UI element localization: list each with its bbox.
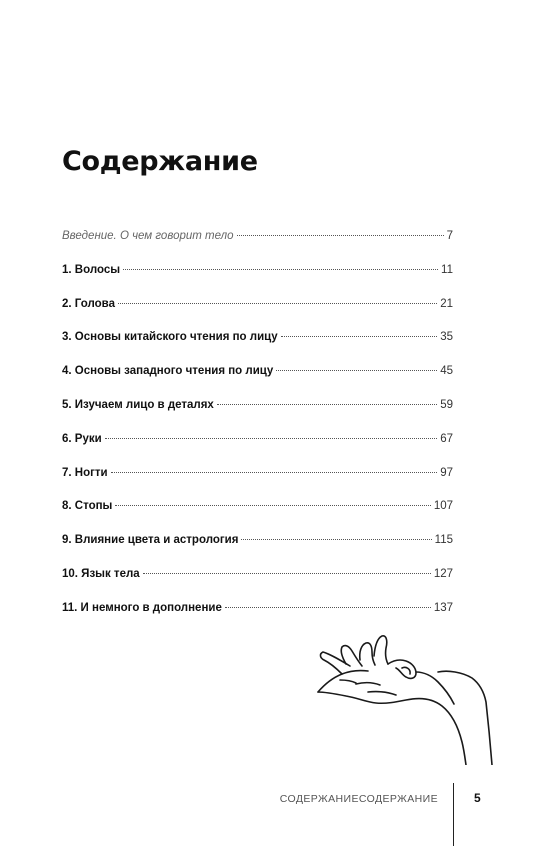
toc-entry-label: 5. Изучаем лицо в деталях [62, 398, 214, 411]
dot-leader [111, 472, 438, 473]
toc-entry-intro[interactable] [62, 229, 453, 263]
toc-entry-chapter-10[interactable] [62, 567, 453, 601]
toc-entry-page: 21 [440, 297, 453, 310]
toc-entry-page: 107 [433, 500, 453, 513]
page-title: Содержание [62, 146, 258, 177]
dot-leader [241, 539, 431, 540]
toc-entry-label: 7. Ногти [62, 466, 108, 479]
toc-entry-chapter-2[interactable] [62, 297, 453, 331]
toc-entry-chapter-8[interactable] [62, 499, 453, 533]
toc-entry-page: 137 [433, 601, 453, 614]
toc-entry-page: 35 [440, 331, 453, 344]
toc-entry-label: 6. Руки [62, 432, 102, 445]
table-of-contents [62, 229, 453, 635]
toc-entry-page: 127 [433, 567, 453, 580]
toc-entry-chapter-5[interactable] [62, 398, 453, 432]
dot-leader [143, 573, 431, 574]
toc-entry-chapter-3[interactable] [62, 330, 453, 364]
toc-entry-page: 11 [441, 263, 453, 276]
dot-leader [115, 505, 430, 506]
open-palm-hand-icon [312, 630, 502, 765]
toc-entry-chapter-9[interactable] [62, 533, 453, 567]
dot-leader [237, 235, 444, 236]
toc-entry-chapter-6[interactable] [62, 432, 453, 466]
toc-entry-label: 2. Голова [62, 297, 115, 310]
toc-entry-page: 67 [440, 432, 453, 445]
toc-entry-page: 7 [446, 230, 453, 242]
toc-entry-label: 1. Волосы [62, 263, 121, 276]
toc-entry-label: 8. Стопы [62, 500, 113, 513]
toc-entry-label: 4. Основы западного чтения по лицу [62, 365, 274, 378]
toc-entry-label: 3. Основы китайского чтения по лицу [62, 331, 278, 344]
dot-leader [217, 404, 437, 405]
footer-divider [453, 783, 454, 846]
toc-entry-label: 10. Язык тела [62, 567, 140, 580]
toc-entry-label: 11. И немного в дополнение [62, 601, 222, 614]
toc-entry-page: 115 [434, 534, 453, 547]
dot-leader [225, 607, 431, 608]
toc-entry-chapter-7[interactable] [62, 466, 453, 500]
toc-entry-label: Введение. О чем говорит тело [62, 230, 234, 242]
toc-entry-chapter-4[interactable] [62, 364, 453, 398]
dot-leader [281, 336, 438, 337]
running-head: СОДЕРЖАНИЕСОДЕРЖАНИЕ [279, 793, 438, 805]
toc-entry-page: 45 [440, 365, 453, 378]
toc-entry-chapter-1[interactable] [62, 263, 453, 297]
toc-entry-page: 59 [440, 398, 453, 411]
dot-leader [105, 438, 438, 439]
page-number: 5 [474, 791, 481, 805]
toc-entry-label: 9. Влияние цвета и астрология [62, 534, 239, 547]
toc-entry-page: 97 [440, 466, 453, 479]
dot-leader [276, 370, 437, 371]
dot-leader [118, 303, 437, 304]
dot-leader [123, 269, 438, 270]
